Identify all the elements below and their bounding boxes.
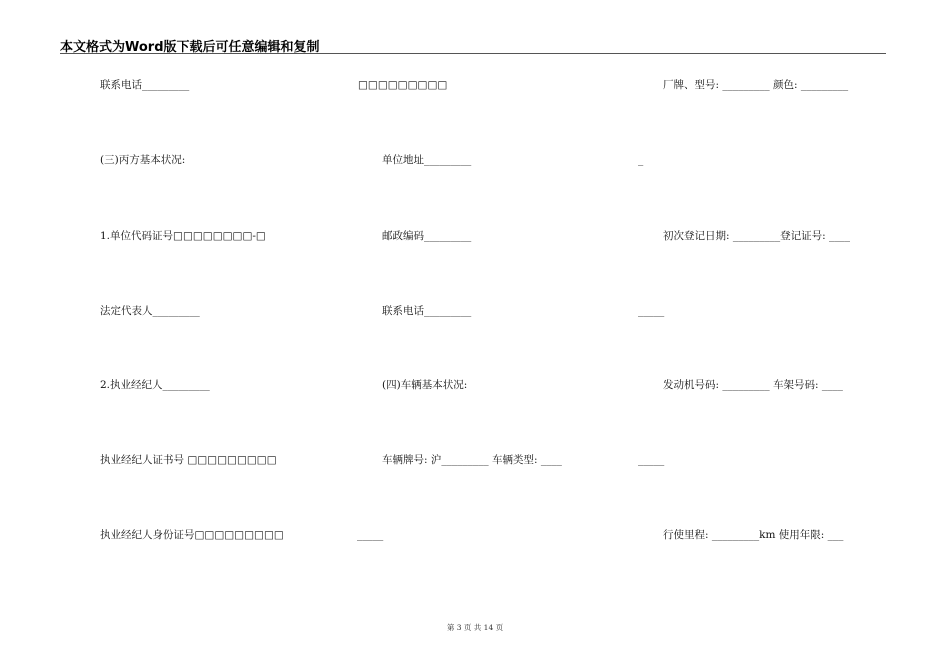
plate-type-field: 车辆牌号: 沪_________ 车辆类型: ____: [382, 454, 562, 466]
postal-code-field: 邮政编码_________: [382, 230, 472, 242]
blank-line: _____: [357, 529, 384, 541]
organization-code-field: 1.单位代码证号□□□□□□□□-□: [100, 230, 266, 242]
vehicle-section-heading: (四)车辆基本状况:: [382, 379, 468, 391]
registration-date-field: 初次登记日期: _________登记证号: ____: [663, 230, 851, 242]
header-title: 本文格式为Word版下载后可任意编辑和复制: [60, 40, 320, 55]
licensed-broker-field: 2.执业经纪人_________: [100, 379, 210, 391]
contact-phone-field-2: 联系电话_________: [382, 305, 472, 317]
company-address-field: 单位地址_________: [382, 154, 472, 166]
broker-id-field: 执业经纪人身份证号□□□□□□□□□: [100, 529, 284, 541]
page-number: 第 3 页 共 14 页: [446, 623, 504, 632]
mileage-years-field: 行使里程: _________km 使用年限: ___: [663, 529, 844, 541]
blank-line: _: [638, 154, 644, 166]
blank-line: _____: [638, 454, 665, 466]
brand-model-color-field: 厂牌、型号: _________ 颜色: _________: [663, 79, 849, 91]
document-header: [60, 35, 886, 54]
contact-phone-field: 联系电话_________: [100, 79, 190, 91]
party-c-section-heading: (三)丙方基本状况:: [100, 154, 186, 166]
engine-frame-number-field: 发动机号码: _________ 车架号码: ____: [663, 379, 843, 391]
blank-line: _____: [638, 305, 665, 317]
checkbox-boxes: □□□□□□□□□: [358, 79, 448, 91]
broker-certificate-field: 执业经纪人证书号 □□□□□□□□□: [100, 454, 277, 466]
legal-representative-field: 法定代表人_________: [100, 305, 200, 317]
